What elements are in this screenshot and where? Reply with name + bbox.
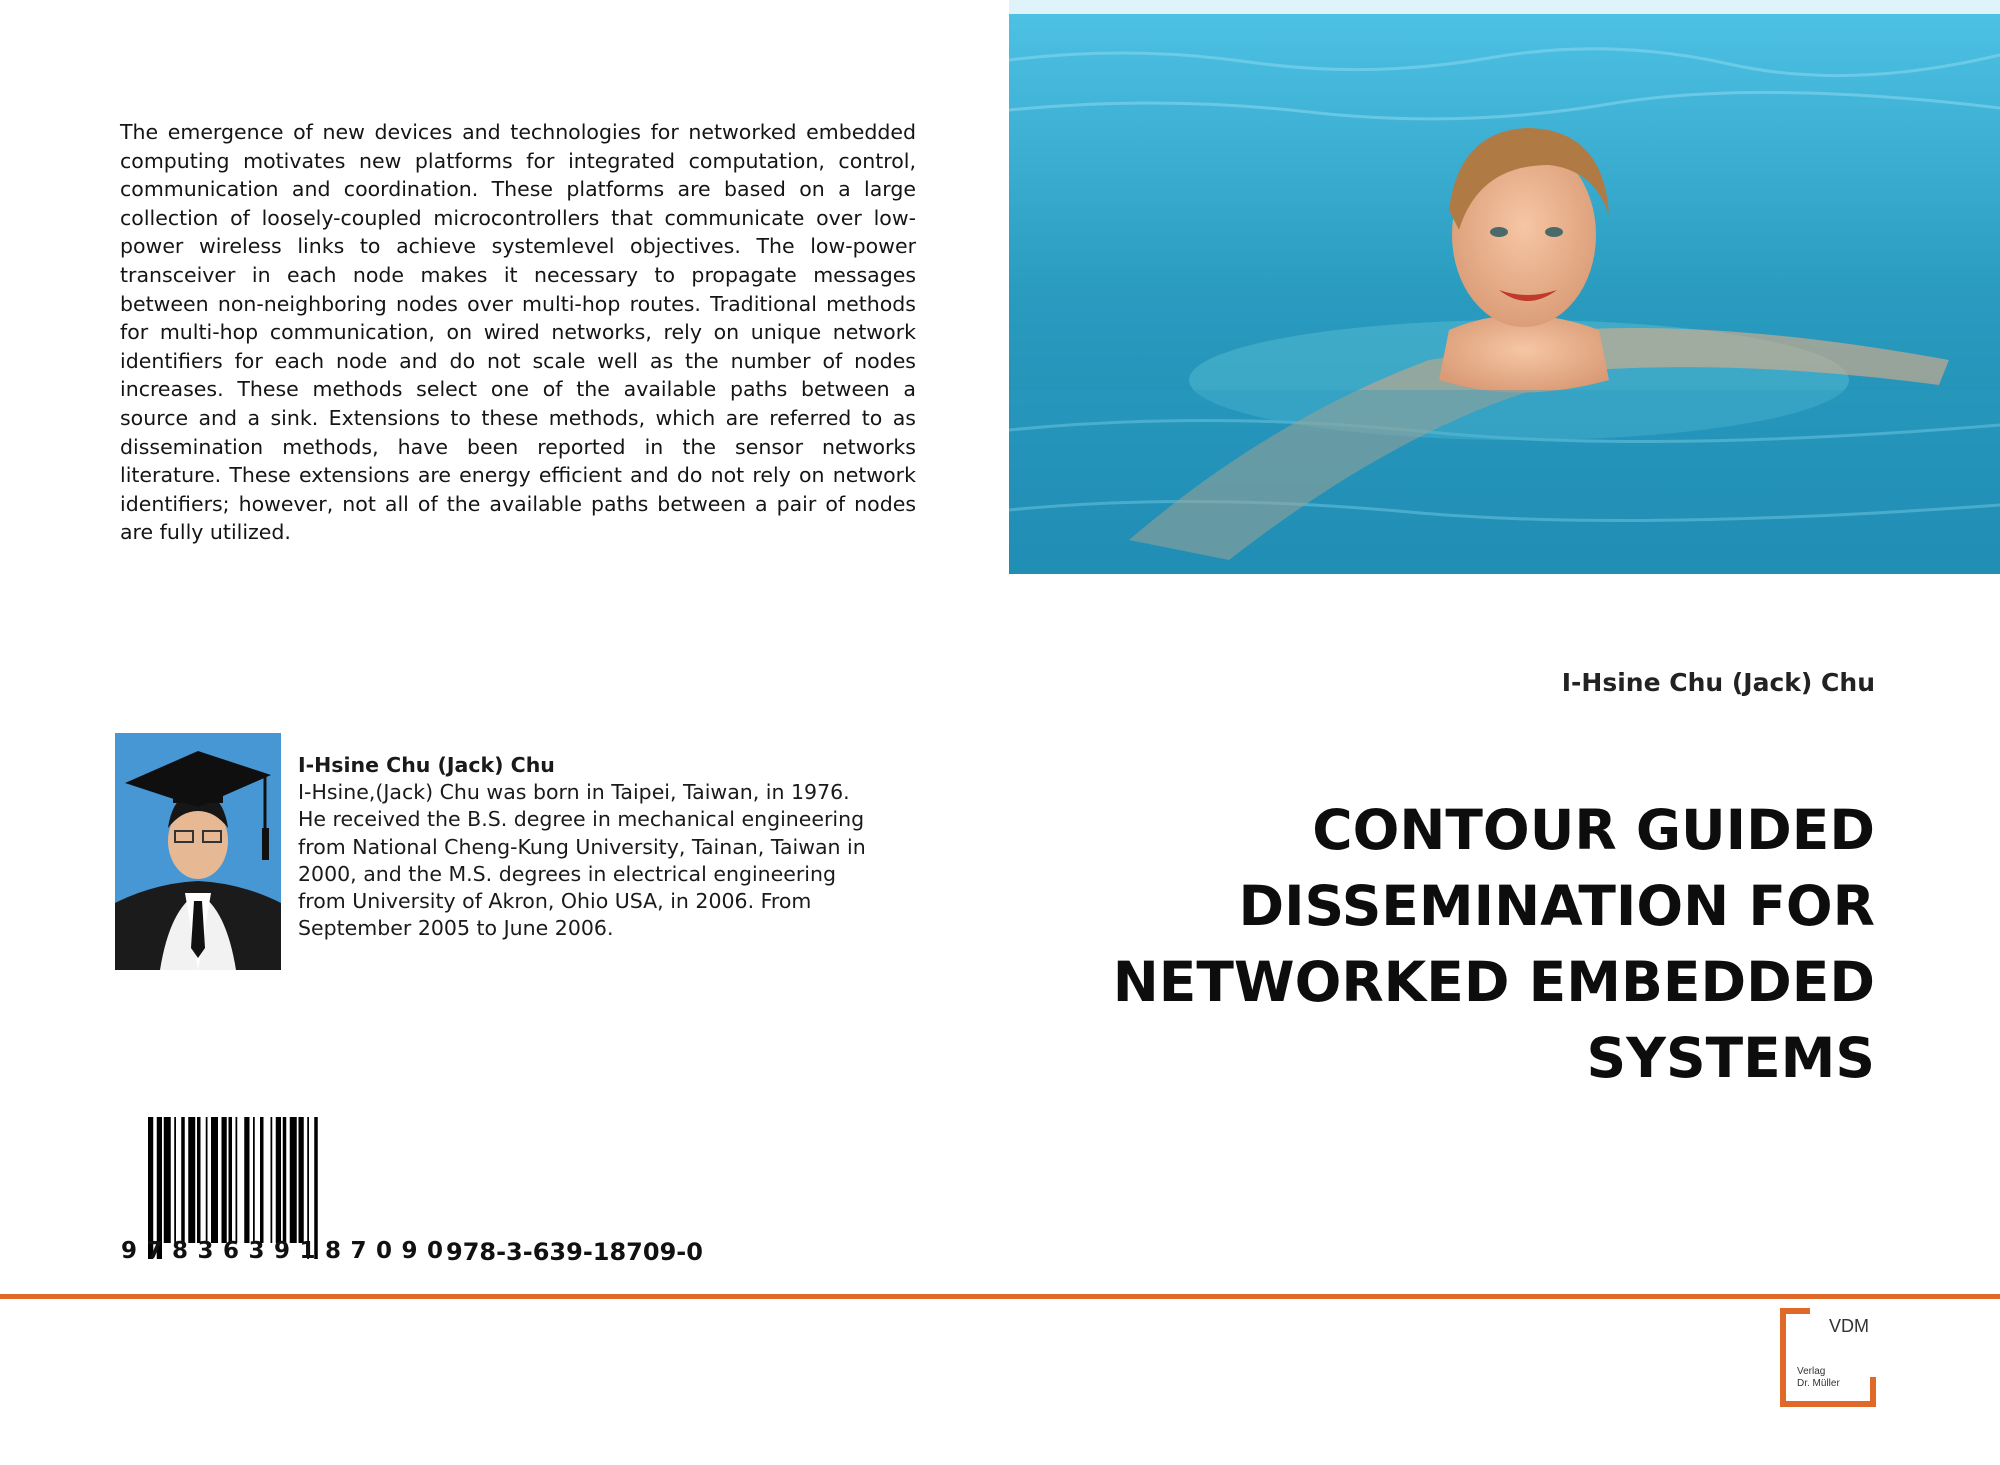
logo-sub-line-1: Verlag xyxy=(1797,1366,1826,1377)
bio-line: from University of Akron, Ohio USA, in 2006. From xyxy=(298,889,812,914)
front-cover-author: I-Hsine Chu (Jack) Chu xyxy=(1561,668,1875,697)
bio-line: He received the B.S. degree in mechanical engineering xyxy=(298,807,865,832)
logo-vdm-text: VDM xyxy=(1829,1316,1869,1336)
title-line-1: CONTOUR GUIDED xyxy=(1312,798,1875,862)
bio-line: from National Cheng-Kung University, Tainan, Taiwan in xyxy=(298,834,866,859)
logo-sub-line-2: Dr. Müller xyxy=(1797,1378,1840,1389)
title-line-4: SYSTEMS xyxy=(1586,1026,1875,1090)
logo-subtext xyxy=(1797,1366,1840,1390)
author-photo xyxy=(115,733,281,970)
cover-photo-swimmer xyxy=(1009,0,2000,574)
title-line-3: NETWORKED EMBEDDED xyxy=(1112,950,1875,1014)
bio-line: September 2005 to June 2006. xyxy=(298,916,614,941)
bio-line: 2000, and the M.S. degrees in electrical engineering xyxy=(298,861,836,886)
barcode-digits: 9783639187090 xyxy=(121,1238,453,1264)
footer-rule xyxy=(0,1294,2000,1299)
vdm-logo-icon xyxy=(1780,1308,1876,1407)
bio-line: I-Hsine,(Jack) Chu was born in Taipei, Taiwan, in 1976. xyxy=(298,780,850,805)
title-line-2: DISSEMINATION FOR xyxy=(1238,874,1875,938)
bio-author-name: I-Hsine Chu (Jack) Chu xyxy=(298,753,555,777)
book-title xyxy=(1055,792,1875,1096)
back-cover-blurb: The emergence of new devices and technologies for networked embedded computing motivates new platforms for integrated computation, control, communication and coordination. These platforms are based on a large collection of loosely-coupled microcontrollers that communicate over low-power wireless links to achieve systemlevel objectives. The low-power transceiver in each node makes it necessary to propagate messages between non-neighboring nodes over multi-hop routes. Traditional methods for multi-hop communication, on wired networks, rely on unique network identifiers for each node and do not scale well as the number of nodes increases. These methods select one of the available paths between a source and a sink. Extensions to these methods, which are referred to as dissemination methods, have been reported in the sensor networks literature. These extensions are energy efficient and do not rely on network identifiers; however, not all of the available paths between a pair of nodes are fully utilized. xyxy=(120,120,916,545)
author-bio xyxy=(298,752,866,942)
isbn: 978-3-639-18709-0 xyxy=(446,1238,703,1266)
